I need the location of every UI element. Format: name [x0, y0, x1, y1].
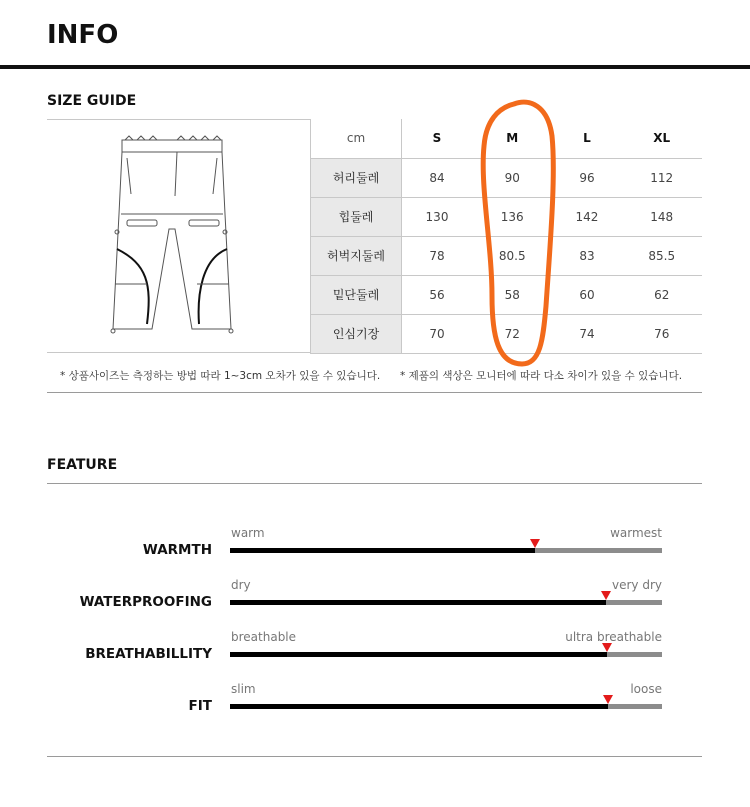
table-cell: 72 [472, 314, 552, 353]
table-cell: 142 [552, 197, 621, 236]
scale-high-label: ultra breathable [565, 630, 662, 644]
feature-label: WATERPROOFING [79, 594, 212, 610]
pants-illustration-panel [47, 119, 310, 353]
feature-label: WARMTH [142, 542, 212, 558]
scale-high-label: warmest [610, 526, 662, 540]
unit-cell: cm [311, 119, 402, 158]
table-cell: 130 [402, 197, 473, 236]
table-cell: 62 [621, 275, 702, 314]
table-cell: 84 [402, 158, 473, 197]
size-guide-divider [47, 392, 702, 393]
color-note: * 제품의 색상은 모니터에 따라 다소 차이가 있을 수 있습니다. [400, 370, 683, 382]
table-cell: 76 [621, 314, 702, 353]
scale-low-label: breathable [231, 630, 297, 644]
feature-heading: FEATURE [47, 457, 118, 473]
feature-divider [47, 483, 702, 484]
level-marker-icon [601, 591, 611, 600]
level-marker-icon [603, 695, 613, 704]
page-title: INFO [47, 20, 119, 50]
feature-label: BREATHABILLITY [85, 646, 212, 662]
table-cell: 148 [621, 197, 702, 236]
table-cell: 58 [472, 275, 552, 314]
table-cell: 74 [552, 314, 621, 353]
row-label: 밑단둘레 [311, 275, 402, 314]
size-col-l: L [552, 119, 621, 158]
bar-fill [230, 548, 535, 553]
feature-label: FIT [188, 698, 212, 714]
table-cell: 90 [472, 158, 552, 197]
size-col-xl: XL [621, 119, 702, 158]
size-col-m: M [472, 119, 552, 158]
table-cell: 60 [552, 275, 621, 314]
scale-low-label: warm [231, 526, 265, 540]
row-label: 힙둘레 [311, 197, 402, 236]
title-divider [0, 65, 750, 69]
pants-diagram-icon [107, 134, 247, 339]
row-label: 허리둘레 [311, 158, 402, 197]
table-cell: 96 [552, 158, 621, 197]
bar-fill [230, 652, 607, 657]
table-cell: 80.5 [472, 236, 552, 275]
table-cell: 112 [621, 158, 702, 197]
table-cell: 56 [402, 275, 473, 314]
scale-high-label: loose [630, 682, 662, 696]
size-note: * 상품사이즈는 측정하는 방법 따라 1~3cm 오차가 있을 수 있습니다. [60, 370, 381, 382]
scale-low-label: dry [231, 578, 251, 592]
bar-fill [230, 600, 606, 605]
row-label: 인심기장 [311, 314, 402, 353]
size-guide-heading: SIZE GUIDE [47, 93, 137, 109]
table-cell: 136 [472, 197, 552, 236]
feature-level-bar [230, 652, 662, 657]
feature-level-bar [230, 600, 662, 605]
bottom-divider [47, 756, 702, 757]
scale-low-label: slim [231, 682, 256, 696]
table-cell: 85.5 [621, 236, 702, 275]
hand-drawn-circle-annotation [470, 96, 565, 371]
level-marker-icon [602, 643, 612, 652]
row-label: 허벅지둘레 [311, 236, 402, 275]
table-cell: 78 [402, 236, 473, 275]
feature-level-bar [230, 548, 662, 553]
scale-high-label: very dry [612, 578, 662, 592]
feature-level-bar [230, 704, 662, 709]
table-cell: 70 [402, 314, 473, 353]
level-marker-icon [530, 539, 540, 548]
bar-fill [230, 704, 608, 709]
table-cell: 83 [552, 236, 621, 275]
size-col-s: S [402, 119, 473, 158]
